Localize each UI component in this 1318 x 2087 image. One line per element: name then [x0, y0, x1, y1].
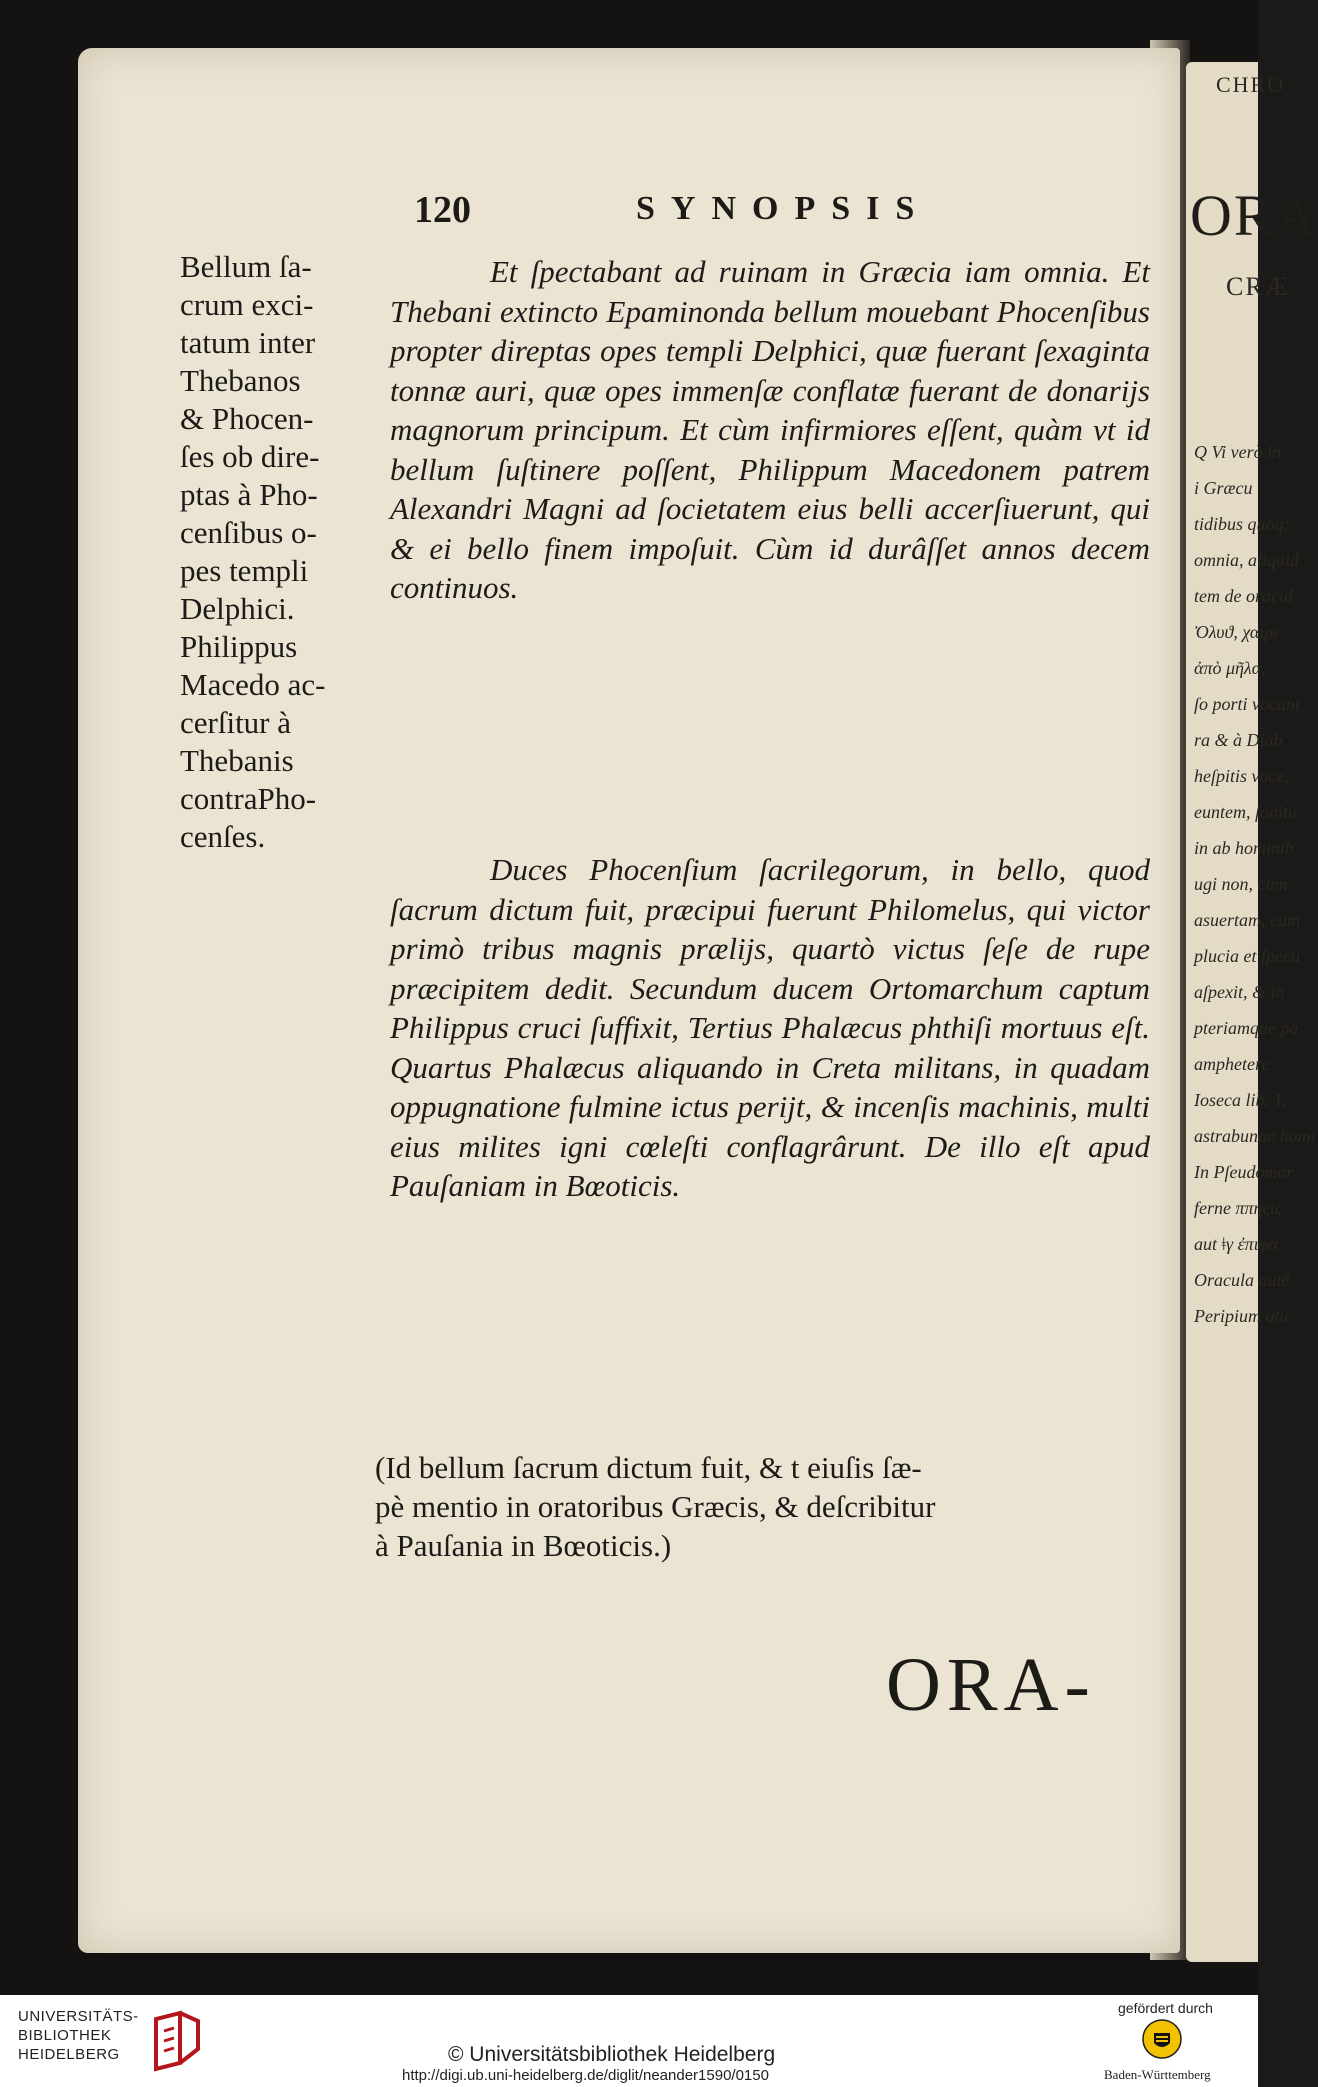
- facing-line: Q Vi verò in: [1194, 442, 1282, 462]
- margin-note-line: ptas à Pho-: [180, 477, 318, 512]
- facing-line: plucia et ſpecu: [1194, 946, 1300, 966]
- margin-note-line: Thebanos: [180, 363, 301, 398]
- library-logo-icon: [150, 2009, 204, 2073]
- margin-note-line: crum exci-: [180, 287, 314, 322]
- margin-note-line: ſes ob dire-: [180, 439, 320, 474]
- margin-note-line: Philippus: [180, 629, 298, 664]
- permalink[interactable]: http://digi.ub.uni-heidelberg.de/diglit/neander1590/0150: [402, 2067, 769, 2084]
- facing-line: euntem, ſonitu: [1194, 802, 1297, 822]
- facing-sub: CRÆ: [1226, 272, 1290, 301]
- facing-header: CHRO: [1216, 72, 1286, 97]
- margin-note: [180, 248, 410, 856]
- library-name-line: HEIDELBERG: [18, 2046, 120, 2063]
- facing-line: amphetere: [1194, 1054, 1270, 1074]
- margin-note-line: cenſibus o-: [180, 515, 317, 550]
- facing-line: in ab hominib: [1194, 838, 1295, 858]
- paragraph-1: Et ſpectabant ad ruinam in Græcia iam omnia. Et Thebani extincto Epaminonda bellum mouebant Phocenſibus propter direptas opes templi Delphici, quæ fuerant ſexaginta tonnæ auri, quæ opes immenſæ conflatæ fuerant de donarijs magnorum principum. Et cùm infirmiores eſſent, quàm vt id bellum ſuſtinere poſſent, Philippum Macedonem patrem Alexandri Magni ad ſocietatem eius belli accerſiuerunt, qui & ei bello finem impoſuit. Cùm id durâſſet annos decem continuos.: [390, 254, 1150, 605]
- margin-note-line: Bellum ſa-: [180, 249, 312, 284]
- note-line: (Id bellum ſacrum dictum fuit, & t eiuſis ſæ-: [375, 1450, 922, 1485]
- facing-page: [1186, 62, 1318, 1962]
- margin-note-line: Macedo ac-: [180, 667, 326, 702]
- bracketed-note: [375, 1448, 1135, 1565]
- library-name-line: BIBLIOTHEK: [18, 2027, 112, 2044]
- facing-line: asuertam, cum: [1194, 910, 1300, 930]
- facing-line: pteriamque pa: [1194, 1018, 1299, 1038]
- margin-note-line: & Phocen-: [180, 401, 314, 436]
- facing-line: omnia, aliquid: [1194, 550, 1300, 570]
- facing-line: i Græcu: [1194, 478, 1253, 498]
- note-line: à Pauſania in Bœoticis.): [375, 1528, 672, 1563]
- facing-line: tem de oracul: [1194, 586, 1293, 606]
- facing-line: ferne ππηςις: [1194, 1198, 1283, 1218]
- margin-note-line: pes templi: [180, 553, 309, 588]
- sponsor-label: gefördert durch: [1118, 2000, 1213, 2016]
- running-title: SYNOPSIS: [636, 190, 931, 227]
- copyright-text: © Universitätsbibliothek Heidelberg: [448, 2043, 776, 2066]
- state-crest-icon: [1142, 2019, 1182, 2059]
- facing-line: Ioseca lib. 1.: [1194, 1090, 1287, 1110]
- facing-line: astrabunae homi: [1194, 1126, 1316, 1146]
- note-line: pè mentio in oratoribus Græcis, & deſcribitur: [375, 1489, 936, 1524]
- margin-note-line: cenſes.: [180, 819, 266, 854]
- facing-line: Ὀλυϑ, χαιρε: [1194, 622, 1281, 642]
- facing-line: tidibus quoq;: [1194, 514, 1290, 534]
- facing-line: ἀπὸ μῆλα,: [1194, 658, 1266, 678]
- facing-line: ugi non, cum: [1194, 874, 1288, 894]
- facing-line: Peripium atu: [1194, 1306, 1289, 1326]
- margin-note-line: cerſitur à: [180, 705, 292, 740]
- sponsor-name: Baden-Württemberg: [1104, 2067, 1211, 2082]
- facing-line: heſpitis voce,: [1194, 766, 1289, 786]
- facing-line: In Pſeudomar: [1194, 1162, 1294, 1182]
- library-name-line: UNIVERSITÄTS-: [18, 2008, 139, 2025]
- catchword: ORA-: [886, 1643, 1096, 1727]
- page-number: 120: [414, 189, 471, 231]
- facing-line: Oracula autē: [1194, 1270, 1290, 1290]
- facing-line: aſpexit, & in: [1194, 982, 1285, 1002]
- library-name: [18, 2007, 139, 2064]
- facing-big-letters: ORA: [1190, 183, 1318, 248]
- margin-note-line: Thebanis: [180, 743, 294, 778]
- margin-note-line: Delphici.: [180, 591, 295, 626]
- margin-note-line: contraPho-: [180, 781, 317, 816]
- facing-line: aut ǂγ ἐπιφα: [1194, 1234, 1279, 1254]
- facing-line: ſo porti vocant: [1194, 694, 1300, 714]
- facing-line: ra & à Diab: [1194, 730, 1283, 750]
- paragraph-2: Duces Phocenſium ſacrilegorum, in bello, quod ſacrum dictum fuit, præcipui fuerunt Philomelus, qui victor primò tribus magnis prælijs, quartò victus ſeſe de rupe præcipitem dedit. Secundum ducem Ortomarchum captum Philippus cruci ſuffixit, Tertius Phalæcus phthiſi mortuus eſt. Quartus Phalæcus aliquando in Creta militans, in quadam oppugnatione fulmine ictus perijt, & incenſis machinis, multi eius milites igni cœleſti conflagrârunt. De illo eſt apud Pauſaniam in Bœoticis.: [390, 852, 1150, 1203]
- margin-note-line: tatum inter: [180, 325, 316, 360]
- footer-bar: [0, 1995, 1258, 2087]
